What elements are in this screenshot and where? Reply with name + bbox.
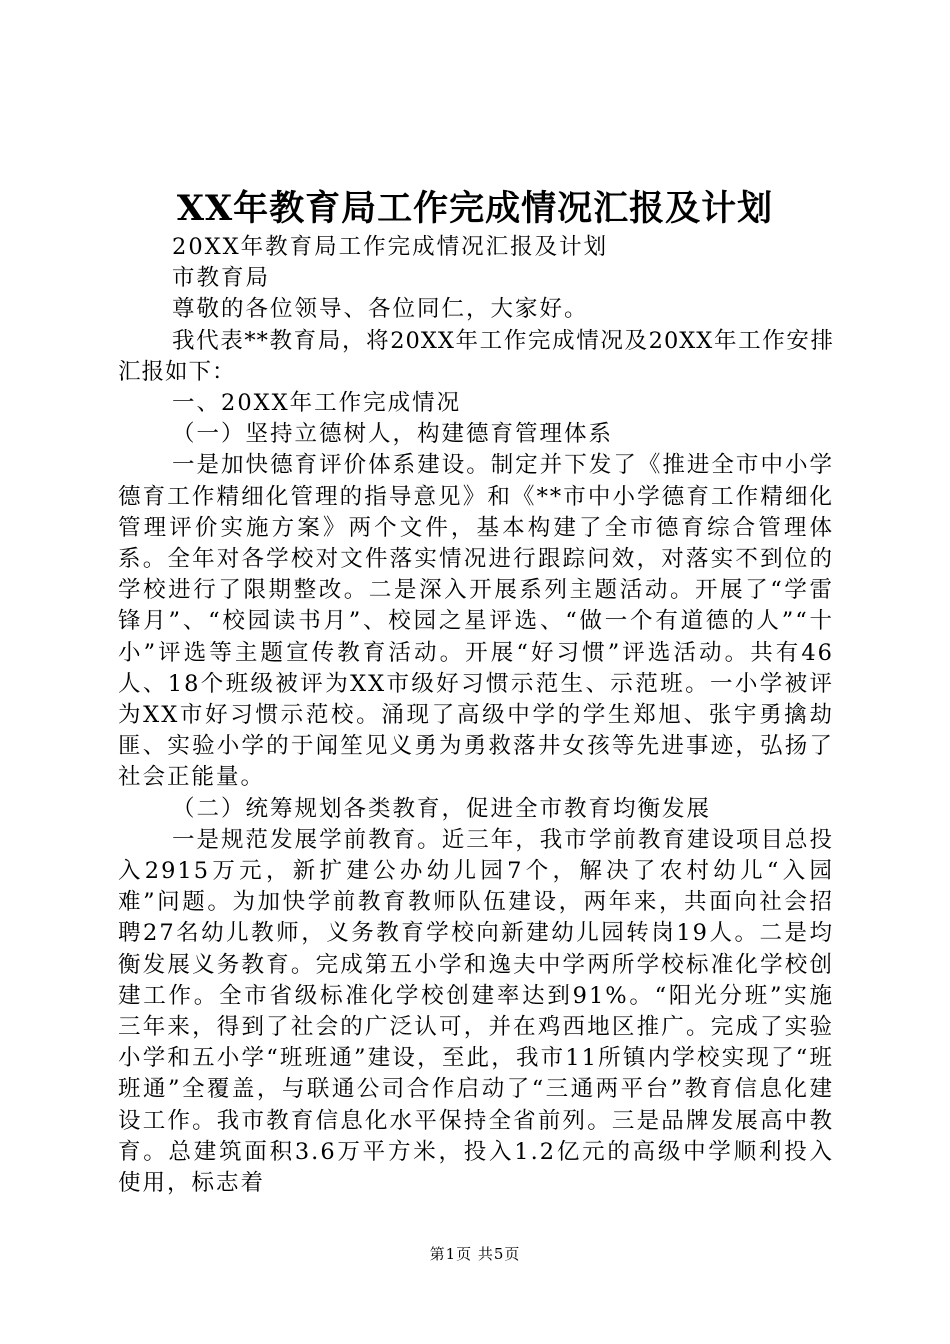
paragraph-author: 市教育局 bbox=[172, 265, 271, 292]
document-title: XX年教育局工作完成情况汇报及计划 bbox=[176, 188, 774, 229]
subsection-heading-1: （一）坚持立德树人，构建德育管理体系 bbox=[172, 421, 614, 448]
section-heading: 一、20XX年工作完成情况 bbox=[172, 390, 462, 417]
page-number-footer: 第1页 共5页 bbox=[429, 1245, 521, 1263]
paragraph-education-development: 一是规范发展学前教育。近三年，我市学前教育建设项目总投入2915万元，新扩建公办幼儿园7个，解决了农村幼儿“入园难”问题。为加快学前教育教师队伍建设，两年来，共面向社会招聘27名幼儿教师，义务教育学校向新建幼儿园转岗19人。二是均衡发展义务教育。完成第五小学和逸夫中学两所学校标准化学校创建工作。全市省级标准化学校创建率达到91%。“阳光分班”实施三年来，得到了社会的广泛认可，并在鸡西地区推广。完成了实验小学和五小学“班班通”建设，至此，我市11所镇内学校实现了“班班通”全覆盖，与联通公司合作启动了“三通两平台”教育信息化建设工作。我市教育信息化水平保持全省前列。三是品牌发展高中教育。总建筑面积3.6万平方米，投入1.2亿元的高级中学顺利投入使用，标志着 bbox=[118, 826, 834, 1197]
subsection-heading-2: （二）统筹规划各类教育，促进全市教育均衡发展 bbox=[172, 795, 712, 822]
paragraph-moral-education: 一是加快德育评价体系建设。制定并下发了《推进全市中小学德育工作精细化管理的指导意见》和《**市中小学德育工作精细化管理评价实施方案》两个文件，基本构建了全市德育综合管理体系。全年对各学校对文件落实情况进行跟踪问效，对落实不到位的学校进行了限期整改。二是深入开展系列主题活动。开展了“学雷锋月”、“校园读书月”、校园之星评选、“做一个有道德的人”“十小”评选等主题宣传教育活动。开展“好习惯”评选活动。共有46人、18个班级被评为XX市级好习惯示范生、示范班。一小学被评为XX市好习惯示范校。涌现了高级中学的学生郑旭、张宇勇擒劫匪、实验小学的于闻笙见义勇为勇救落井女孩等先进事迹，弘扬了社会正能量。 bbox=[118, 452, 834, 791]
paragraph-subtitle: 20XX年教育局工作完成情况汇报及计划 bbox=[172, 234, 609, 260]
paragraph-intro: 我代表**教育局，将20XX年工作完成情况及20XX年工作安排汇报如下： bbox=[118, 327, 834, 385]
document-body bbox=[118, 232, 834, 1199]
paragraph-greeting: 尊敬的各位领导、各位同仁，大家好。 bbox=[172, 296, 589, 323]
